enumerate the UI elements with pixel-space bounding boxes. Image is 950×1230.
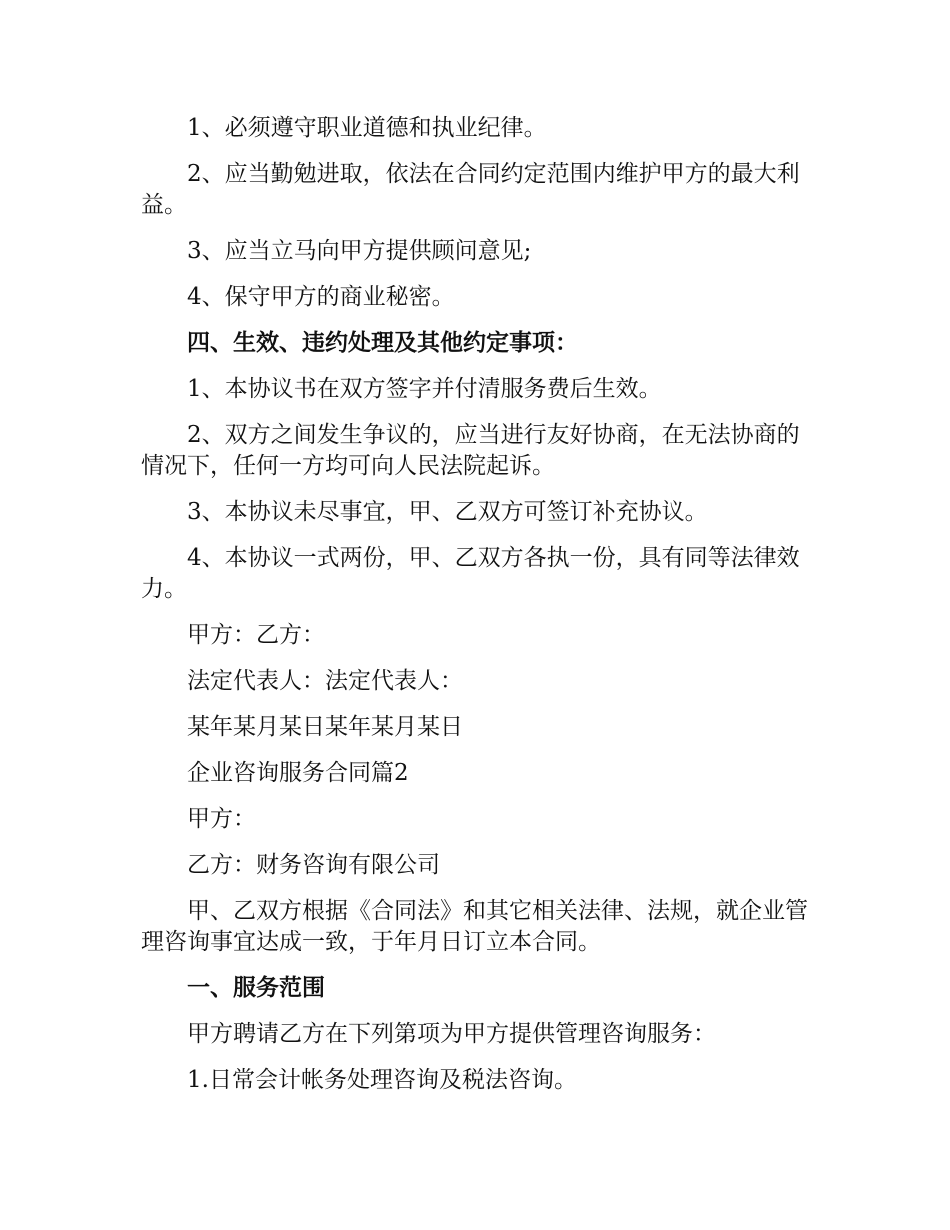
paragraph: 1、必须遵守职业道德和执业纪律。 xyxy=(187,115,547,141)
signature-party-line: 甲方：乙方： xyxy=(187,622,325,648)
paragraph: 4、保守甲方的商业秘密。 xyxy=(187,284,455,310)
paragraph: 甲、乙双方根据《合同法》和其它相关法律、法规，就企业管理咨询事宜达成一致，于年月日订立本合同。 xyxy=(141,898,808,955)
paragraph: 1、本协议书在双方签字并付清服务费后生效。 xyxy=(187,376,662,402)
paragraph: 甲方聘请乙方在下列第项为甲方提供管理咨询服务： xyxy=(187,1021,716,1047)
party-b-line: 乙方：财务咨询有限公司 xyxy=(187,852,440,878)
paragraph: 1.日常会计帐务处理咨询及税法咨询。 xyxy=(187,1067,577,1093)
signature-representative-line: 法定代表人：法定代表人： xyxy=(187,668,463,694)
signature-date-line: 某年某月某日某年某月某日 xyxy=(187,714,463,740)
section-heading: 四、生效、违约处理及其他约定事项： xyxy=(187,330,578,356)
paragraph: 3、本协议未尽事宜，甲、乙双方可签订补充协议。 xyxy=(187,499,708,525)
contract-title: 企业咨询服务合同篇2 xyxy=(187,760,409,786)
document-body xyxy=(141,113,811,1111)
paragraph: 4、本协议一式两份，甲、乙双方各执一份，具有同等法律效力。 xyxy=(141,545,800,602)
party-a-line: 甲方： xyxy=(187,806,256,832)
paragraph: 2、应当勤勉进取，依法在合同约定范围内维护甲方的最大利益。 xyxy=(141,161,800,218)
section-heading: 一、服务范围 xyxy=(187,975,325,1001)
paragraph: 2、双方之间发生争议的，应当进行友好协商，在无法协商的情况下，任何一方均可向人民法院起诉。 xyxy=(141,422,800,479)
paragraph: 3、应当立马向甲方提供顾问意见; xyxy=(187,238,532,264)
